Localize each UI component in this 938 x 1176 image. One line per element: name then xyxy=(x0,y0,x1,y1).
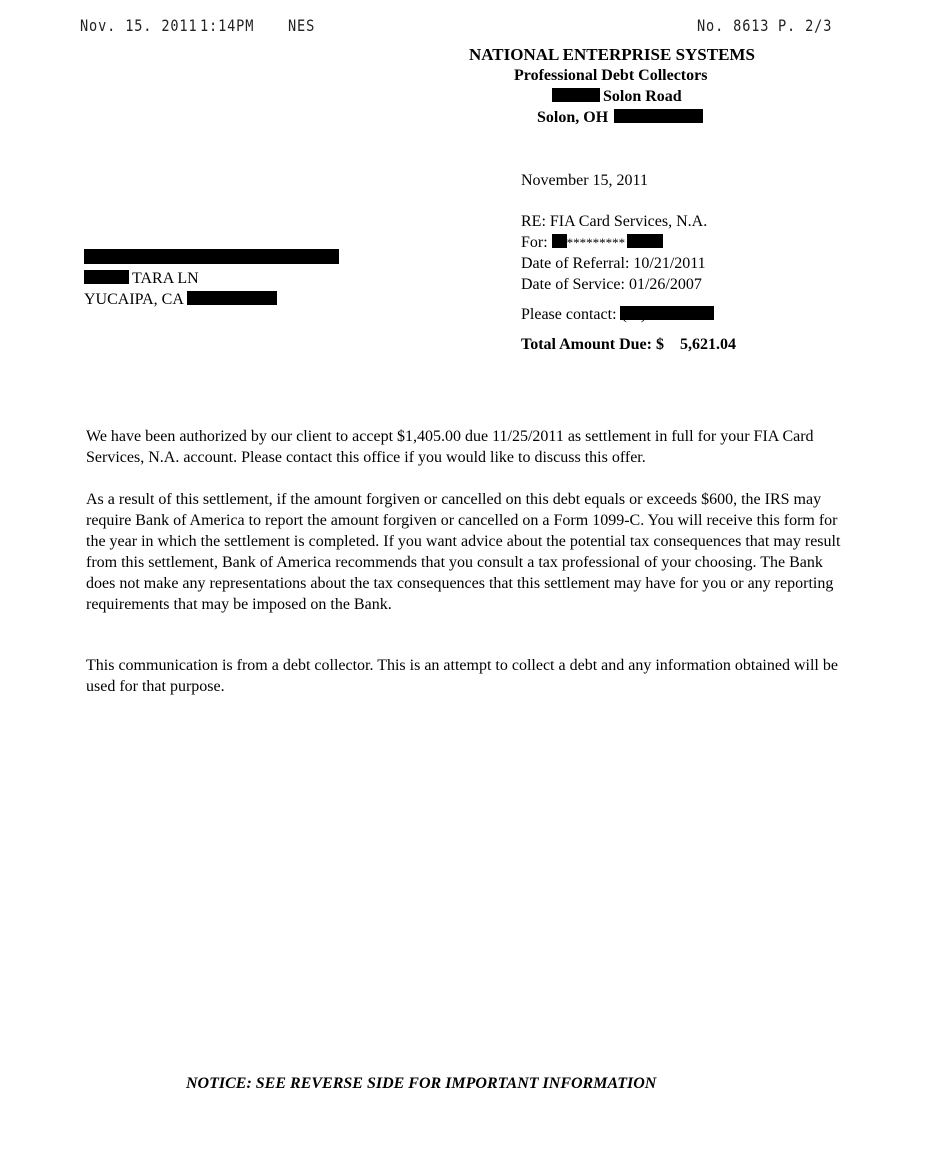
for-line xyxy=(521,234,663,252)
redaction-bar xyxy=(84,249,339,264)
service-date: Date of Service: 01/26/2007 xyxy=(521,276,702,293)
redaction-bar xyxy=(552,88,600,102)
company-name: NATIONAL ENTERPRISE SYSTEMS xyxy=(469,45,755,64)
redaction-bar xyxy=(187,291,277,305)
redaction-bar xyxy=(552,234,567,248)
letter-date: November 15, 2011 xyxy=(521,172,648,189)
recipient-name-redacted xyxy=(84,249,339,268)
contact-phone-redacted xyxy=(622,306,715,324)
account-masked: ********* xyxy=(566,235,626,250)
redaction-bar xyxy=(614,109,703,123)
re-line: RE: FIA Card Services, N.A. xyxy=(521,213,708,230)
total-label: Total Amount Due: $ xyxy=(521,336,664,353)
contact-label: Please contact: xyxy=(521,306,617,323)
reverse-side-notice: NOTICE: SEE REVERSE SIDE FOR IMPORTANT INFORMATION xyxy=(186,1075,657,1092)
recipient-city-line xyxy=(84,291,277,309)
redaction-bar xyxy=(627,234,663,248)
total-line xyxy=(521,336,736,354)
recipient-street: TARA LN xyxy=(132,270,199,287)
body-paragraph-tax: As a result of this settlement, if the amount forgiven or cancelled on this debt equals or exceeds $600, the IRS may require Bank of America to report the amount forgiven or cancelled on a Form 1099-C. You will receive this form for the year in which the settlement is completed. If you want advice about the potential tax consequences that may result from this settlement, Bank of America recommends that you consult a tax professional of your choosing. The Bank does not make any representations about the tax consequences that this settlement may have for you or any reporting requirements that may be imposed on the Bank. xyxy=(86,491,841,613)
fax-date: Nov. 15. 2011 xyxy=(80,16,198,35)
recipient-city: YUCAIPA, CA xyxy=(84,291,184,308)
fax-sender: NES xyxy=(288,16,316,35)
recipient-street-line xyxy=(84,270,199,288)
company-tagline: Professional Debt Collectors xyxy=(514,67,708,84)
referral-date: Date of Referral: 10/21/2011 xyxy=(521,255,706,272)
fax-page: P. 2/3 xyxy=(778,16,833,35)
for-label: For: xyxy=(521,234,548,251)
redaction-bar xyxy=(84,270,129,284)
company-street-line xyxy=(552,88,682,106)
fax-time: 1:14PM xyxy=(200,16,255,35)
redaction-bar xyxy=(642,306,714,320)
company-city: Solon, OH xyxy=(537,109,609,126)
company-city-line xyxy=(537,109,703,127)
body-paragraph-offer: We have been authorized by our client to accept $1,405.00 due 11/25/2011 as settlement in full for your FIA Card Services, N.A. account. Please contact this office if you would like to discuss this offer. xyxy=(86,428,814,466)
company-street: Solon Road xyxy=(603,88,682,105)
body-paragraph-disclosure: This communication is from a debt collector. This is an attempt to collect a debt and any information obtained will be used for that purpose. xyxy=(86,657,838,695)
fax-number: No. 8613 xyxy=(697,16,770,35)
total-amount: 5,621.04 xyxy=(679,336,736,353)
contact-line xyxy=(521,306,714,324)
